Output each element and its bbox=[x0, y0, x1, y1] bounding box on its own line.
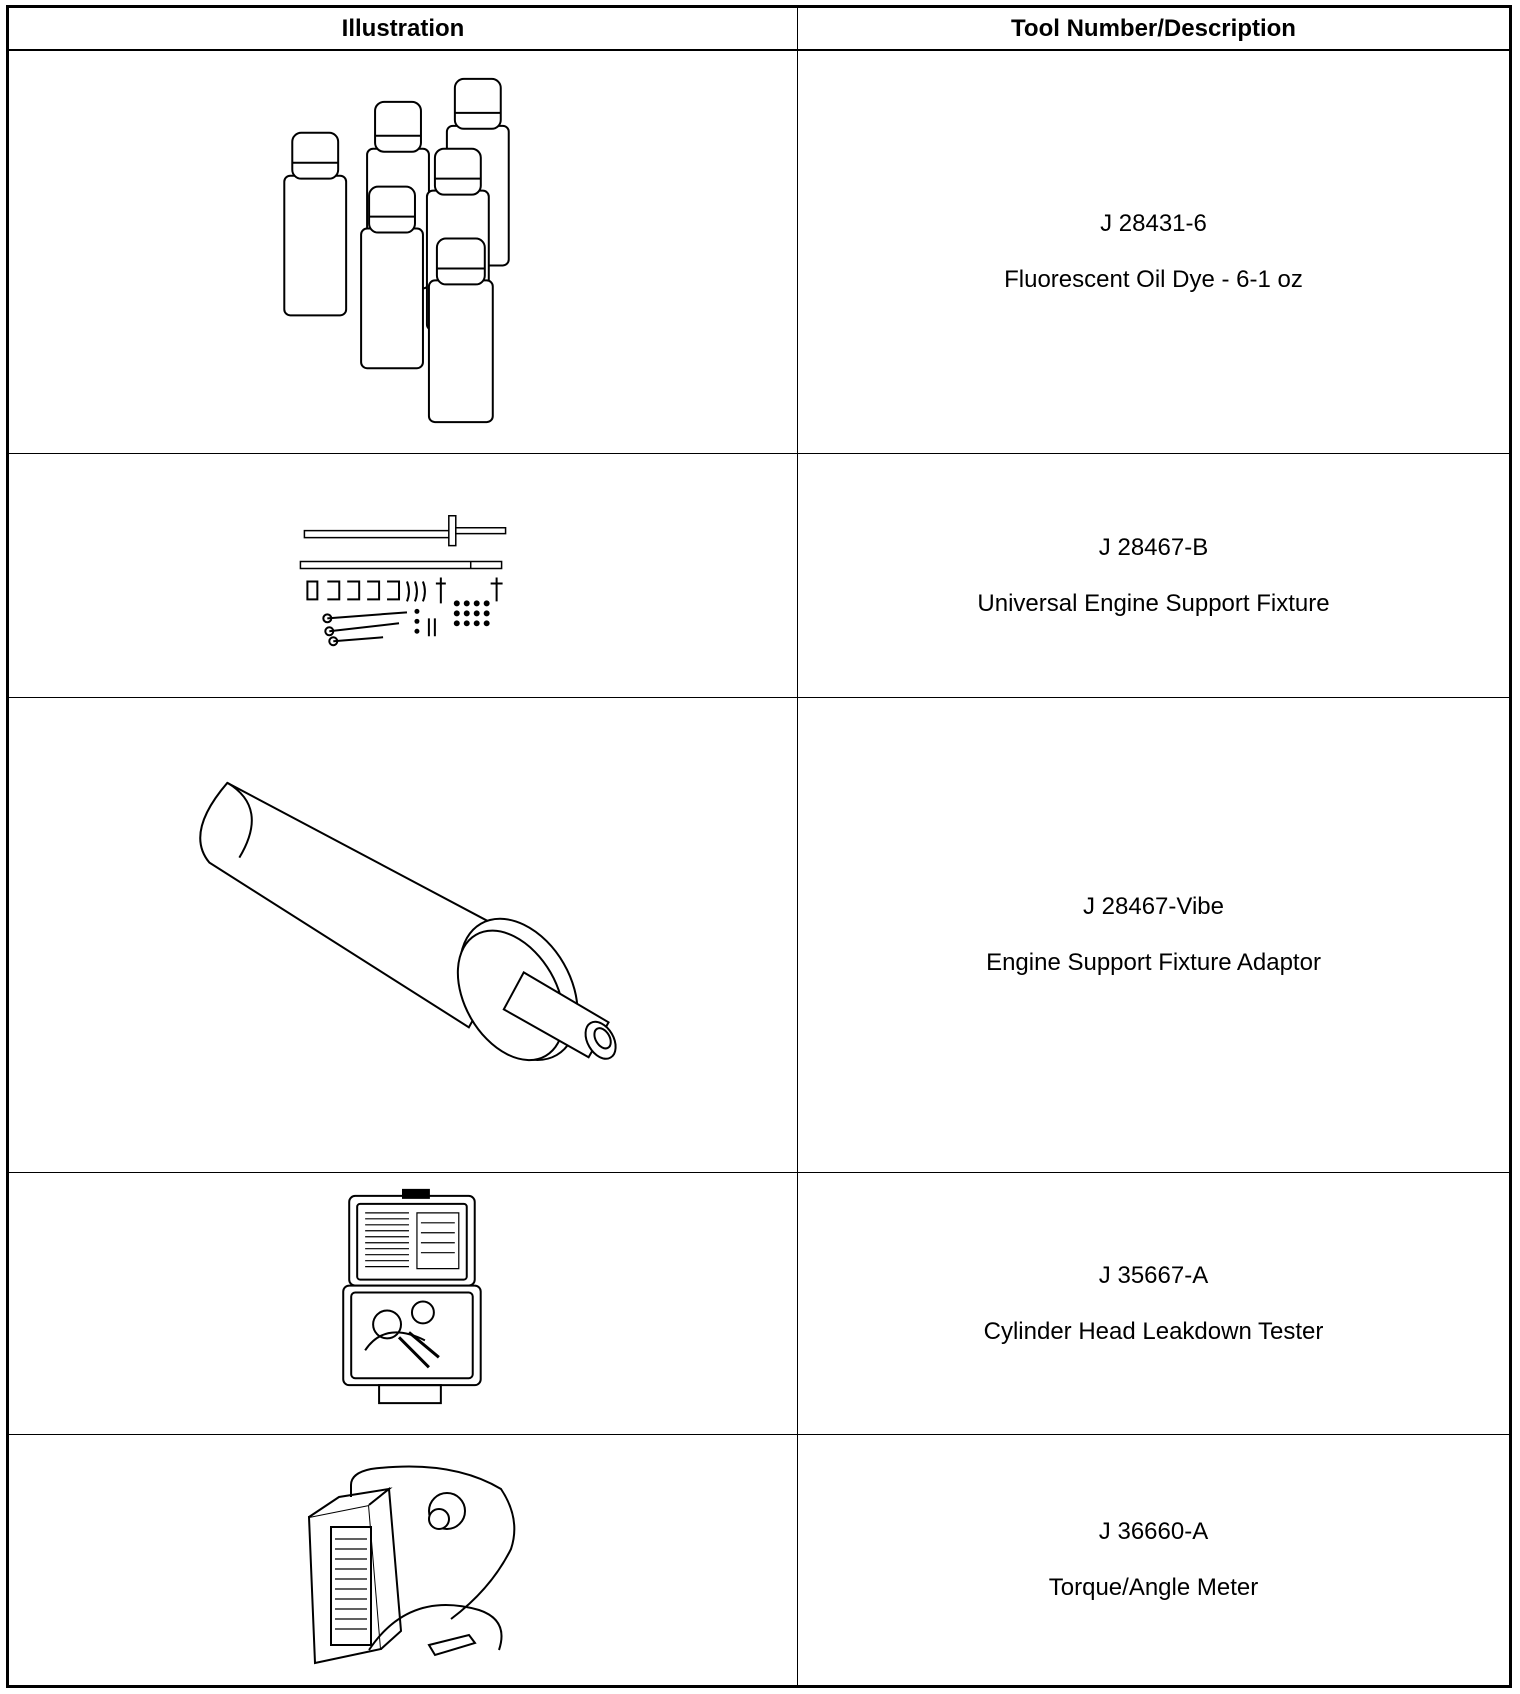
tool-number: J 28467-Vibe bbox=[1083, 893, 1224, 920]
bottle-icon bbox=[429, 239, 493, 423]
oil-dye-bottles-illustration bbox=[9, 51, 797, 453]
engine-support-fixture-illustration bbox=[9, 454, 797, 697]
tool-description-cell bbox=[798, 51, 1509, 453]
fixture-adaptor-illustration bbox=[9, 698, 797, 1172]
tool-table bbox=[6, 5, 1512, 1688]
tool-description: Cylinder Head Leakdown Tester bbox=[983, 1317, 1324, 1345]
table-row bbox=[9, 51, 1509, 454]
table-row bbox=[9, 1173, 1509, 1435]
tool-description-cell bbox=[798, 698, 1509, 1172]
tool-description: Engine Support Fixture Adaptor bbox=[986, 949, 1321, 976]
table-row bbox=[9, 698, 1509, 1173]
tool-number: J 35667-A bbox=[1098, 1261, 1209, 1289]
tool-description: Fluorescent Oil Dye - 6-1 oz bbox=[1004, 266, 1303, 293]
tool-description-cell bbox=[798, 1435, 1509, 1685]
tool-number: J 28431-6 bbox=[1100, 210, 1207, 237]
column-divider bbox=[797, 8, 798, 1685]
tool-number: J 36660-A bbox=[1098, 1518, 1209, 1545]
torque-angle-meter-illustration bbox=[9, 1435, 797, 1685]
header-tool-description: Tool Number/Description bbox=[1011, 14, 1296, 42]
tool-description: Universal Engine Support Fixture bbox=[977, 589, 1330, 617]
leakdown-tester-case-illustration bbox=[9, 1173, 797, 1434]
bottle-icon bbox=[284, 133, 346, 316]
header-illustration: Illustration bbox=[341, 14, 465, 42]
table-row bbox=[9, 1435, 1509, 1685]
tool-description: Torque/Angle Meter bbox=[1048, 1574, 1259, 1601]
bottle-icon bbox=[361, 187, 423, 369]
tool-number: J 28467-B bbox=[1098, 533, 1209, 561]
tool-description-cell bbox=[798, 1173, 1509, 1434]
tool-description-cell bbox=[798, 454, 1509, 697]
table-row bbox=[9, 454, 1509, 698]
table-header-row bbox=[9, 8, 1509, 51]
